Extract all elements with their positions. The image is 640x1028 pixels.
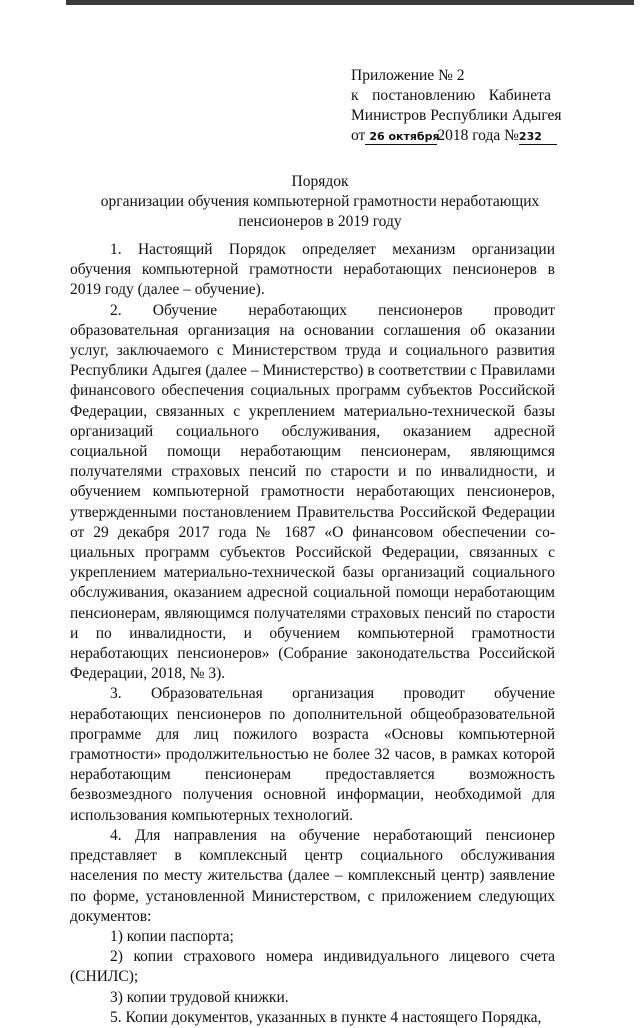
title-line-3: пенсионеров в 2019 году: [238, 213, 402, 230]
appendix-from: от: [351, 127, 366, 144]
paragraph-2: 2. Обучение неработающих пенсионеров проводит образовательная организация на основании соглашения об оказании услуг, заключаемого с Министерством труда и социального развития Республики Адыгея (далее – Министерство) в соответствии с Правилами финансового обеспечения социальных программ субъектов Российской Федерации, связанных с укреплением материально-технической базы организаций социального обслуживания, оказанием адресной социальной помощи неработающим пенсионерам, являющимся получателями страховых пенсий по старости и по инвалидности, и обучением компьютерной грамотности неработающих пенсионеров, утвержденными постановлением Правительства Российской Федерации от 29 декабря 2017 года № 1687 «О финансовом обеспечении социальных программ субъектов Российской Федерации, связанных с укреплением материально-технической базы организаций социального обслуживания, оказанием адресной социальной помощи неработающим пенсионерам, являющимся получателями страховых пенсий по старости и по инвалидности, и обучением компьютерной грамотности неработающих пенсионеров» (Собрание законодательства Российской Федерации, 2018, № 3).: [70, 301, 555, 683]
document-title: [70, 172, 570, 232]
title-heading: Порядок: [291, 173, 349, 190]
appendix-date-line: [351, 126, 551, 146]
paragraph-1: 1. Настоящий Порядок определяет механизм организации обучения компьютерной грамотности неработающих пенсионеров в 2019 году (далее – обучение).: [70, 241, 555, 299]
list-item-workbook: 3) копии трудовой книжки.: [110, 988, 289, 1006]
appendix-resolution: постановлению: [372, 87, 476, 104]
paragraph-3: 3. Образовательная организация проводит обучение неработающих пенсионеров по дополнительной общеобразовательной программе для лиц пожилого возраста «Основы компьютерной грамотности» продолжительностью не более 32 часов, в рамках которой неработающим пенсионерам предоставляется возможность безвозмездного получения основной информации, необходимой для использования компьютерных технологий.: [70, 685, 555, 824]
paragraph-4: 4. Для направления на обучение неработающий пенсионер представляет в комплексный центр социального обслуживания населения по месту жительства (далее – комплексный центр) заявление по форме, установленной Министерством, с приложением следующих документов:: [70, 826, 555, 925]
appendix-reference: [351, 86, 551, 106]
title-line-2: организации обучения компьютерной грамотности неработающих: [100, 193, 540, 210]
paragraph-5: 5. Копии документов, указанных в пункте 4 настоящего Порядка,: [110, 1008, 542, 1026]
handwritten-date: 26 октября: [365, 130, 437, 145]
list-item-snils: 2) копии страхового номера индивидуального лицевого счета (СНИЛС);: [70, 948, 555, 986]
appendix-to: к: [351, 87, 359, 104]
scan-top-edge: [66, 0, 634, 5]
appendix-ministers: Министров Республики Адыгея: [351, 107, 562, 124]
appendix-header: [351, 66, 562, 146]
appendix-number: Приложение № 2: [351, 67, 465, 84]
appendix-cabinet: Кабинета: [488, 87, 551, 104]
handwritten-number: 232: [519, 130, 557, 145]
list-item-passport: 1) копии паспорта;: [110, 927, 234, 945]
appendix-year: 2018 года №: [437, 127, 519, 144]
document-body: [70, 240, 555, 1028]
